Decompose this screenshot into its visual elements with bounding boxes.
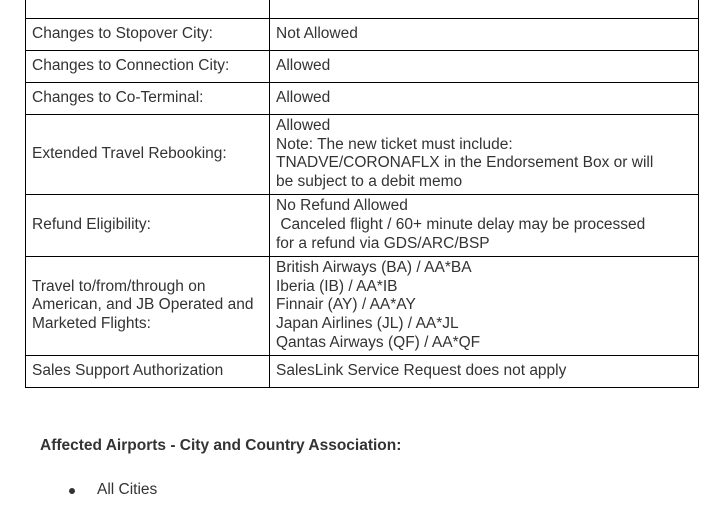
row-label: Sales Support Authorization <box>26 356 270 388</box>
row-value <box>270 51 699 83</box>
ticketing-rules-table <box>25 0 699 388</box>
table-cell-empty <box>270 0 699 19</box>
table-row-connection <box>26 51 699 83</box>
row-value-line: Allowed <box>276 89 331 107</box>
list-item-text: All Cities <box>97 481 158 498</box>
row-value <box>270 356 699 388</box>
row-value-line: for a refund via GDS/ARC/BSP <box>276 234 490 252</box>
table-row-co-terminal <box>26 83 699 115</box>
row-label: Refund Eligibility: <box>26 195 270 257</box>
row-label: Changes to Co-Terminal: <box>26 83 270 115</box>
row-value-line: Canceled flight / 60+ minute delay may be processed <box>276 215 646 233</box>
row-value-line: SalesLink Service Request does not apply <box>276 362 567 380</box>
row-value-line: be subject to a debit memo <box>276 172 463 190</box>
row-value-line: Iberia (IB) / AA*IB <box>276 277 398 295</box>
affected-airports-list <box>0 481 157 499</box>
row-value <box>270 115 699 195</box>
row-value-line: Note: The new ticket must include: <box>276 135 513 153</box>
list-item <box>0 481 157 499</box>
table-row-refund <box>26 195 699 257</box>
table-row-partial <box>26 0 699 19</box>
row-label: Changes to Stopover City: <box>26 19 270 51</box>
row-value-line: British Airways (BA) / AA*BA <box>276 259 472 277</box>
row-value-line: Qantas Airways (QF) / AA*QF <box>276 333 481 351</box>
row-label: Changes to Connection City: <box>26 51 270 83</box>
row-value-line: Not Allowed <box>276 25 358 43</box>
table-row-extended-travel <box>26 115 699 195</box>
row-value-line: Japan Airlines (JL) / AA*JL <box>276 314 459 332</box>
row-label: Travel to/from/through on American, and JB Operated and Marketed Flights: <box>26 257 270 356</box>
row-value <box>270 83 699 115</box>
row-value-line: Allowed <box>276 117 331 134</box>
table-cell-empty <box>26 0 270 19</box>
row-value-line: Finnair (AY) / AA*AY <box>276 296 416 314</box>
row-value <box>270 257 699 356</box>
row-value-line: TNADVE/CORONAFLX in the Endorsement Box or will <box>276 154 654 172</box>
row-value <box>270 195 699 257</box>
bullet-icon <box>69 488 75 494</box>
table-row-partner-flights <box>26 257 699 356</box>
row-value <box>270 19 699 51</box>
table-row-sales-support <box>26 356 699 388</box>
row-value-line: No Refund Allowed <box>276 197 408 215</box>
row-label: Extended Travel Rebooking: <box>26 115 270 195</box>
table-row-stopover <box>26 19 699 51</box>
row-value-line: Allowed <box>276 57 331 75</box>
affected-airports-heading: Affected Airports - City and Country Association: <box>40 437 402 454</box>
